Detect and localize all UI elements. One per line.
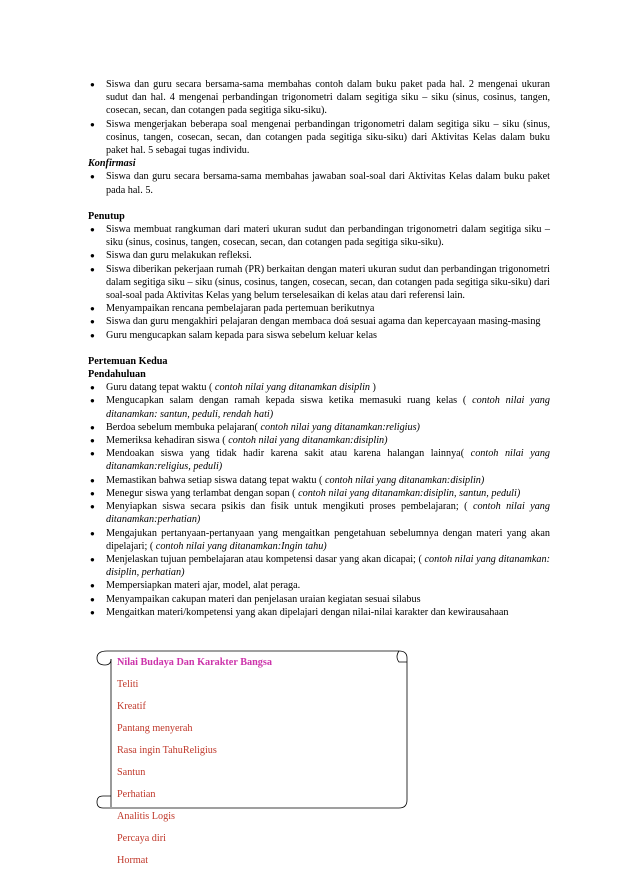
list-item: ● Siswa mengerjakan beberapa soal mengenai perbandingan trigonometri dalam segitiga siku – siku (sinus, cosinus, tangen, cosecan, secan, dan cotangen pada segitiga siku-siku) dari Aktivitas Kelas dalam buku paket hal. 5 sebagai tugas individu.: [88, 118, 550, 158]
list-item: ● Siswa dan guru secara bersama-sama membahas jawaban soal-soal dari Aktivitas Kelas dalam buku paket pada hal. 5.: [88, 170, 550, 196]
list-item: ● Menyampaikan rencana pembelajaran pada pertemuan berikutnya: [88, 302, 550, 315]
nilai-item: Rasa ingin TahuReligius: [117, 745, 217, 756]
list-item-text: Menjelaskan tujuan pembelajaran atau kompetensi dasar yang akan dicapai; (: [106, 553, 425, 565]
document-body: [88, 78, 550, 619]
konfirmasi-heading: Konfirmasi: [88, 158, 136, 170]
list-item: [88, 593, 550, 606]
list-item-text: Mengajukan pertanyaan-pertanyaan yang mengaitkan pengetahuan sebelumnya dengan materi yang akan dipelajari; (: [106, 527, 550, 552]
list-item: [88, 474, 550, 487]
list-item: ● Siswa dan guru melakukan refleksi.: [88, 249, 550, 262]
list-item-text: Mengucapkan salam dengan ramah kepada siswa ketika memasuki ruang kelas (: [106, 395, 473, 407]
nilai-item: Perhatian: [117, 789, 156, 800]
list-item: ● Guru mengucapkan salam kepada para siswa sebelum keluar kelas: [88, 329, 550, 342]
nilai-item: Pantang menyerah: [117, 723, 193, 734]
list-item-value: contoh nilai yang ditanamkan:disiplin, santun, peduli): [298, 487, 521, 499]
list-item-value: contoh nilai yang ditanamkan: disiplin, perhatian): [106, 553, 550, 579]
nilai-item: Analitis Logis: [117, 811, 176, 822]
penutup-heading: Penutup: [88, 210, 125, 222]
list-item: [88, 527, 550, 553]
list-item: ● Siswa diberikan pekerjaan rumah (PR) berkaitan dengan materi ukuran sudut dan perbandingan trigonometri dalam segitiga siku – siku (sinus, cosinus, tangen, cosecan, secan, dan cotangen pada segitiga siku-siku) dari soal-soal pada Aktivitas Kelas yang belum terselesaikan di kelas atau dari referensi lain.: [88, 263, 550, 303]
list-item-value: contoh nilai yang ditanamkan:Ingin tahu): [155, 540, 327, 552]
list-item: ● Siswa dan guru secara bersama-sama membahas contoh dalam buku paket pada hal. 2 mengenai ukuran sudut dan hal. 4 mengenai perbandingan trigonometri dalam segitiga siku – siku (sinus, cosinus, tangen, cosecan, secan, dan cotangen pada segitiga siku-siku).: [88, 78, 550, 118]
list-item-value: contoh nilai yang ditanamkan: santun, peduli, rendah hati): [106, 395, 550, 420]
list-item-text: Menegur siswa yang terlambat dengan sopan (: [106, 487, 299, 499]
list-item-value: contoh nilai yang ditanamkan:perhatian): [106, 501, 550, 526]
list-item: ● Siswa membuat rangkuman dari materi ukuran sudut dan perbandingan trigonometri dalam segitiga siku – siku (sinus, cosinus, tangen, cosecan, secan, dan cotangen pada segitiga siku-siku).: [88, 223, 550, 249]
list-item: [88, 381, 550, 394]
nilai-heading: Nilai Budaya Dan Karakter Bangsa: [117, 657, 272, 668]
pendahuluan-list: [88, 381, 550, 619]
list-item-text: Guru datang tepat waktu (: [106, 382, 215, 394]
list-item-text: Menyiapkan siswa secara psikis dan fisik untuk mengikuti proses pembelajaran; (: [106, 501, 473, 513]
list-item-text: Berdoa sebelum membuka pelajaran(: [106, 421, 261, 433]
list-item-text: Mempersiapkan materi ajar, model, alat peraga.: [106, 580, 301, 592]
list-item: ● Siswa dan guru mengakhiri pelajaran dengan membaca doá sesuai agama dan kepercayaan masing-masing: [88, 315, 550, 328]
list-item-value: contoh nilai yang ditanamkan:religius): [260, 421, 420, 433]
list-item-text: Mendoakan siswa yang tidak hadir karena sakit atau karena halangan lainnya(: [106, 448, 471, 460]
nilai-item: Hormat: [117, 855, 149, 866]
nilai-item: Kreatif: [117, 701, 146, 712]
list-item: [88, 553, 550, 579]
list-item-text: Mengaitkan materi/kompetensi yang akan dipelajari dengan nilai-nilai karakter dan kewirausahaan: [106, 606, 509, 618]
list-item: [88, 434, 550, 447]
list-item-value: contoh nilai yang ditanamkan:disiplin): [228, 435, 388, 447]
list-item-value: contoh nilai yang ditanamkan:disiplin): [324, 474, 485, 486]
list-item: [88, 447, 550, 473]
list-item-text: Menyampaikan cakupan materi dan penjelasan uraian kegiatan sesuai silabus: [106, 593, 421, 605]
nilai-item: Teliti: [117, 679, 139, 690]
nilai-item: Percaya diri: [117, 833, 166, 844]
list-item: [88, 579, 550, 592]
pertemuan-kedua-heading: Pertemuan Kedua: [88, 355, 168, 367]
list-item: [88, 487, 550, 500]
pendahuluan-heading: Pendahuluan: [88, 369, 146, 381]
nilai-item: Santun: [117, 767, 146, 778]
penutup-list: [88, 223, 550, 342]
list-item: [88, 606, 550, 619]
list-item-value: contoh nilai yang ditanamkan:religius, peduli): [106, 448, 551, 473]
list-item-text: Memastikan bahwa setiap siswa datang tepat waktu (: [106, 474, 325, 486]
nilai-box: [117, 652, 272, 872]
list-item-tail: ): [370, 382, 376, 394]
list-item-text: Memeriksa kehadiran siswa (: [106, 435, 229, 447]
list-item: [88, 500, 550, 526]
list-item-value: contoh nilai yang ditanamkan disiplin: [214, 382, 370, 394]
konfirmasi-list: [88, 170, 550, 196]
top-list: [88, 78, 550, 157]
list-item: [88, 394, 550, 420]
list-item: [88, 421, 550, 434]
